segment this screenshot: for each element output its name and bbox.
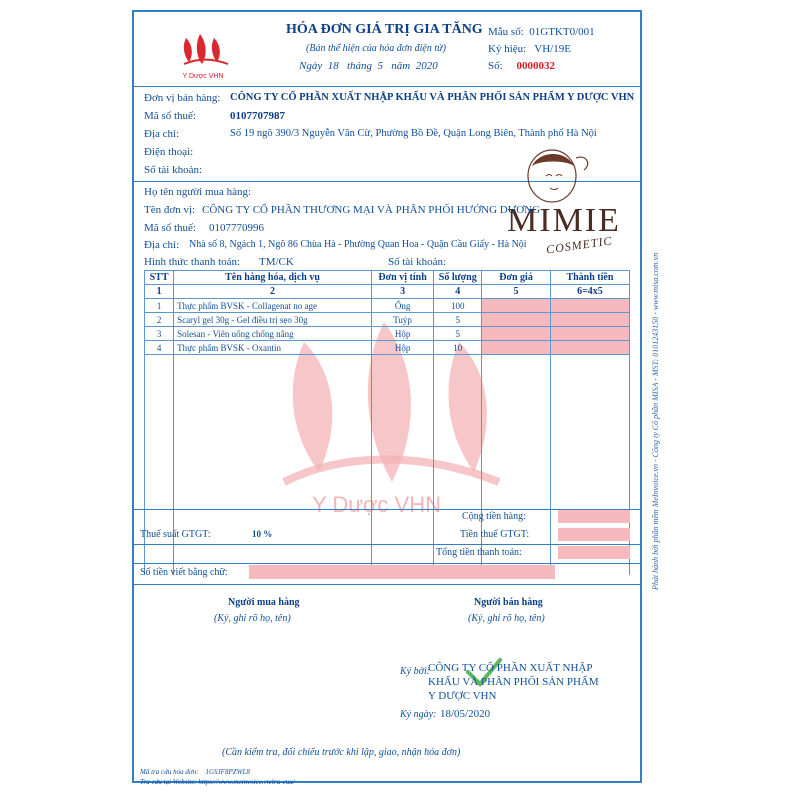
col-index: 3 <box>371 285 433 299</box>
table-header-row <box>145 271 630 285</box>
table-empty-body <box>145 355 630 576</box>
side-publisher-note: Phát hành bởi phần mềm MeInvoice.vn - Công ty Cổ phần MISA - MST: 0101243150 - www.misa.com.vn <box>651 252 660 590</box>
portrait-icon <box>506 146 598 204</box>
total-divider <box>134 563 640 564</box>
stamp-tagline: COSMETIC <box>545 233 614 257</box>
row-qty: 5 <box>434 313 482 327</box>
buyer-unit-value: CÔNG TY CỔ PHẦN THƯƠNG MẠI VÀ PHÂN PHỐI HƯỚNG DƯƠNG <box>202 204 541 216</box>
form-number <box>488 26 595 38</box>
col-index: 5 <box>482 285 551 299</box>
row-stt: 1 <box>145 299 174 313</box>
col-header: Tên hàng hóa, dịch vụ <box>174 271 372 285</box>
date-month-label: tháng <box>346 60 373 72</box>
seller-phone-label: Điện thoại: <box>144 146 194 158</box>
seller-signature-title: Người bán hàng <box>474 597 543 608</box>
serial-value: VH/19E <box>534 43 571 55</box>
footer-note: (Cần kiểm tra, đối chiếu trước khi lập, giao, nhận hóa đơn) <box>222 747 461 758</box>
buyer-payment-label: Hình thức thanh toán: <box>144 256 241 268</box>
date-year-label: năm <box>391 60 411 72</box>
row-stt: 3 <box>145 327 174 341</box>
watermark-text: Y Dược VHN <box>312 492 441 517</box>
buyer-address-label: Địa chỉ: <box>144 239 180 251</box>
col-header: STT <box>145 271 174 285</box>
row-amount-redacted <box>550 313 629 327</box>
row-unit: Hộp <box>371 341 433 355</box>
vat-divider <box>134 544 640 545</box>
seller-tax-label: Mã số thuế: <box>144 110 196 122</box>
signed-by-line1: CÔNG TY CỔ PHẦN XUẤT NHẬP <box>428 662 593 674</box>
col-index: 1 <box>145 285 174 299</box>
col-header: Đơn giá <box>482 271 551 285</box>
invoice-subtitle: (Bản thể hiện của hóa đơn điện tử) <box>306 43 446 54</box>
signed-date-value: 18/05/2020 <box>440 708 491 720</box>
words-divider <box>134 584 640 585</box>
row-unit: Tuýp <box>371 313 433 327</box>
invoice-number <box>488 60 555 72</box>
row-amount-redacted <box>550 327 629 341</box>
serial-label: Ký hiệu: <box>488 43 527 55</box>
table-row <box>145 299 630 313</box>
date-day: 18 <box>327 60 339 72</box>
vat-amount-redacted <box>558 528 630 541</box>
buyer-name-label: Họ tên người mua hàng: <box>144 186 252 198</box>
invoice-title: HÓA ĐƠN GIÁ TRỊ GIA TĂNG <box>286 22 483 37</box>
serial-number <box>488 43 571 55</box>
row-price-redacted <box>482 327 551 341</box>
lookup-site-link[interactable]: https://www.meinvoice.vn/tra-cuu/ <box>198 778 295 786</box>
signed-by-line2: KHẨU VÀ PHÂN PHỐI SẢN PHẨM <box>428 676 599 688</box>
date-month: 5 <box>377 60 384 72</box>
row-stt: 4 <box>145 341 174 355</box>
row-price-redacted <box>482 313 551 327</box>
col-index: 6=4x5 <box>550 285 629 299</box>
lookup-site <box>140 778 295 786</box>
logo-drops-icon <box>178 32 238 68</box>
subtotal-label: Cộng tiền hàng: <box>462 511 526 522</box>
number-label: Số: <box>488 60 503 72</box>
row-price-redacted <box>482 341 551 355</box>
row-name: Scaryl gel 30g - Gel điều trị sẹo 30g <box>174 313 372 327</box>
buyer-signature-note: (Ký, ghi rõ họ, tên) <box>214 613 291 624</box>
lookup-code-value: 1GSJF8PZWL8 <box>205 768 250 776</box>
seller-address-label: Địa chỉ: <box>144 128 180 140</box>
vat-rate-value: 10 % <box>252 529 273 539</box>
lookup-code-label: Mã tra cứu hóa đơn: <box>140 768 199 776</box>
total-label: Tổng tiền thanh toán: <box>436 547 522 558</box>
row-qty: 5 <box>434 327 482 341</box>
seller-address-value: Số 19 ngõ 390/3 Nguyễn Văn Cừ, Phường Bồ Đề, Quận Long Biên, Thành phố Hà Nội <box>230 128 597 139</box>
row-unit: Hộp <box>371 327 433 341</box>
invoice-date <box>299 60 438 72</box>
seller-unit-value: CÔNG TY CỔ PHẦN XUẤT NHẬP KHẨU VÀ PHÂN PHỐI SẢN PHẨM Y DƯỢC VHN <box>230 92 635 103</box>
table-index-row <box>145 285 630 299</box>
number-value: 0000032 <box>516 60 555 72</box>
buyer-unit-label: Tên đơn vị: <box>144 204 196 216</box>
row-qty: 100 <box>434 299 482 313</box>
seller-signature-note: (Ký, ghi rõ họ, tên) <box>468 613 545 624</box>
stamp-brand: MIMIE <box>507 202 621 239</box>
subtotal-redacted <box>558 510 630 523</box>
buyer-payment-value: TM/CK <box>259 256 294 268</box>
signed-by-line3: Y DƯỢC VHN <box>428 690 497 702</box>
total-redacted <box>558 546 630 559</box>
buyer-tax-value: 0107770996 <box>209 222 264 234</box>
lookup-site-label: Tra cứu tại Website: <box>140 778 197 786</box>
table-row <box>145 341 630 355</box>
col-header: Thành tiền <box>550 271 629 285</box>
col-header: Số lượng <box>434 271 482 285</box>
col-index: 4 <box>434 285 482 299</box>
amount-words-label: Số tiền viết bằng chữ: <box>140 567 228 578</box>
table-row <box>145 313 630 327</box>
header-divider <box>134 86 640 87</box>
row-amount-redacted <box>550 341 629 355</box>
row-name: Thực phẩm BVSK - Collagenat no age <box>174 299 372 313</box>
seller-account-label: Số tài khoản: <box>144 164 203 176</box>
vat-amount-label: Tiền thuế GTGT: <box>460 529 530 540</box>
buyer-tax-label: Mã số thuế: <box>144 222 196 234</box>
date-day-label: Ngày <box>299 60 323 72</box>
company-logo <box>178 32 238 80</box>
stamp-portrait <box>506 146 598 204</box>
row-name: Thực phẩm BVSK - Oxantin <box>174 341 372 355</box>
date-year: 2020 <box>415 60 438 72</box>
row-unit: Ống <box>371 299 433 313</box>
seller-tax-value: 0107707987 <box>230 110 285 122</box>
signed-date-label: Ký ngày: <box>400 709 437 720</box>
logo-caption: Y Dược VHN <box>182 73 224 80</box>
signed-by-label: Ký bởi: <box>400 666 431 677</box>
row-name: Solesan - Viên uống chống nắng <box>174 327 372 341</box>
buyer-account-label: Số tài khoản: <box>388 256 447 268</box>
form-value: 01GTKT0/001 <box>529 26 595 38</box>
form-label: Mẫu số: <box>488 26 524 38</box>
row-qty: 10 <box>434 341 482 355</box>
row-stt: 2 <box>145 313 174 327</box>
amount-words-redacted <box>249 565 555 579</box>
col-index: 2 <box>174 285 372 299</box>
col-header: Đơn vị tính <box>371 271 433 285</box>
lookup-code <box>140 768 250 776</box>
row-amount-redacted <box>550 299 629 313</box>
invoice-frame <box>132 10 642 786</box>
table-row <box>145 327 630 341</box>
vat-rate-label: Thuế suất GTGT: <box>140 529 211 540</box>
buyer-address-value: Nhà số 8, Ngách 1, Ngõ 86 Chùa Hà - Phường Quan Hoa - Quận Cầu Giấy - Hà Nội <box>189 239 527 250</box>
seller-unit-label: Đơn vị bán hàng: <box>144 92 221 104</box>
buyer-signature-title: Người mua hàng <box>228 597 300 608</box>
row-price-redacted <box>482 299 551 313</box>
